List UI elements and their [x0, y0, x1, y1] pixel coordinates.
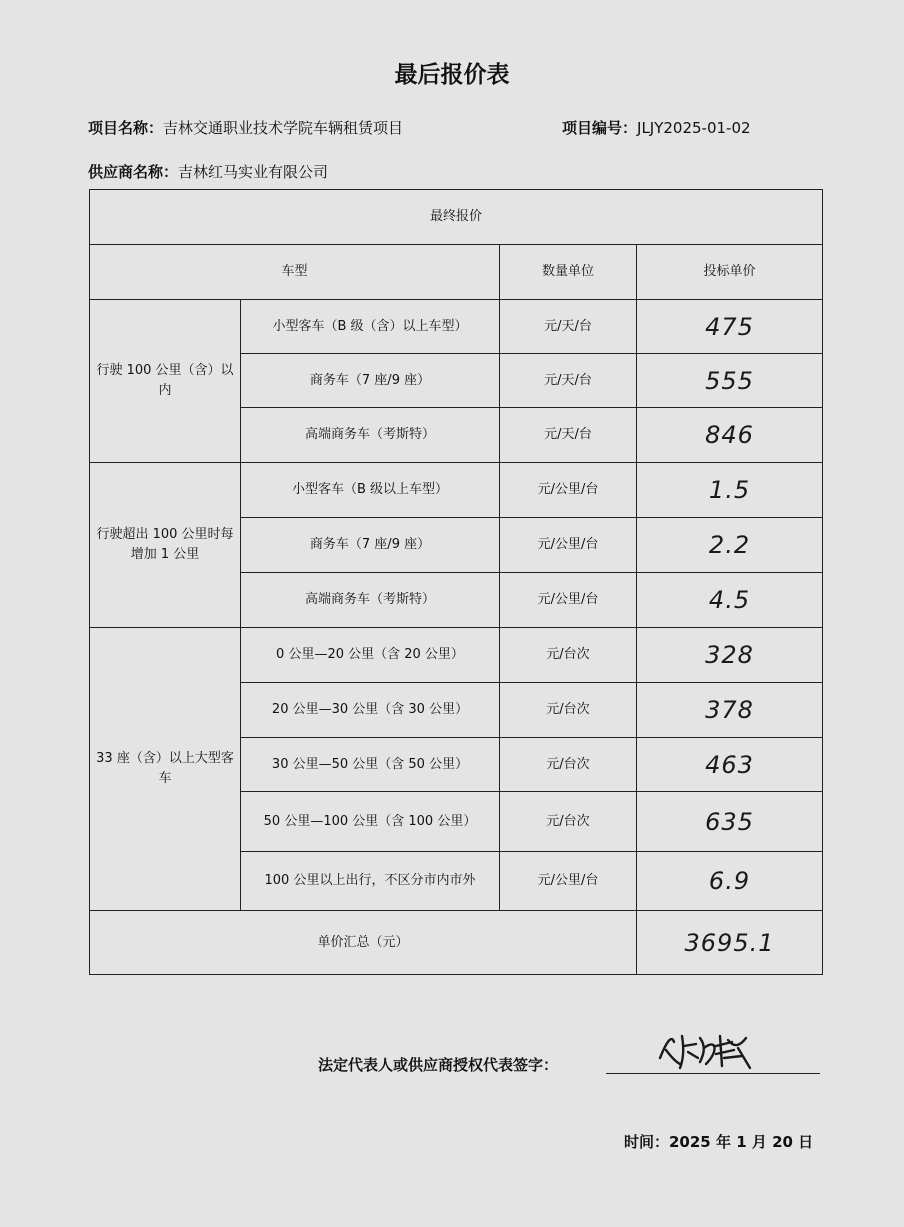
vehicle-type: 20 公里—30 公里（含 30 公里） — [241, 683, 500, 738]
project-code-line — [562, 117, 751, 138]
quantity-unit: 元/天/台 — [500, 408, 637, 463]
column-header-price: 投标单价 — [637, 245, 823, 300]
total-row — [90, 911, 823, 975]
quantity-unit: 元/公里/台 — [500, 463, 637, 518]
total-label: 单价汇总（元） — [90, 911, 637, 975]
bid-price: 555 — [637, 354, 823, 408]
bid-price: 378 — [637, 683, 823, 738]
quantity-unit: 元/公里/台 — [500, 852, 637, 911]
signature-label: 法定代表人或供应商授权代表签字： — [318, 1056, 559, 1074]
group-label: 行驶 100 公里（含）以内 — [90, 300, 241, 463]
total-value: 3695.1 — [637, 911, 823, 975]
project-code-label: 项目编号： — [562, 119, 638, 137]
quantity-unit: 元/台次 — [500, 628, 637, 683]
supplier-name: 吉林红马实业有限公司 — [178, 163, 329, 181]
quantity-unit: 元/公里/台 — [500, 518, 637, 573]
bid-price: 328 — [637, 628, 823, 683]
table-row — [90, 628, 823, 683]
signature-underline — [606, 1073, 820, 1074]
bid-price: 463 — [637, 738, 823, 792]
handwritten-signature — [654, 1028, 764, 1072]
supplier-label: 供应商名称： — [88, 163, 179, 181]
table-row — [90, 300, 823, 354]
supplier-line — [88, 161, 328, 182]
vehicle-type: 高端商务车（考斯特） — [241, 573, 500, 628]
vehicle-type: 100 公里以上出行，不区分市内市外 — [241, 852, 500, 911]
bid-price: 4.5 — [637, 573, 823, 628]
table-header: 最终报价 — [90, 190, 823, 245]
project-name-line — [88, 117, 403, 138]
group-label: 33 座（含）以上大型客车 — [90, 628, 241, 911]
column-header-type: 车型 — [90, 245, 500, 300]
quantity-unit: 元/台次 — [500, 738, 637, 792]
vehicle-type: 商务车（7 座/9 座） — [241, 518, 500, 573]
bid-price: 846 — [637, 408, 823, 463]
quantity-unit: 元/天/台 — [500, 354, 637, 408]
column-header-row — [90, 245, 823, 300]
project-name-label: 项目名称： — [88, 119, 164, 137]
date-line: 时间：2025 年 1 月 20 日 — [624, 1133, 814, 1151]
project-code: JLJY2025-01-02 — [637, 119, 751, 137]
bid-price: 635 — [637, 792, 823, 852]
bid-price: 6.9 — [637, 852, 823, 911]
vehicle-type: 0 公里—20 公里（含 20 公里） — [241, 628, 500, 683]
quantity-unit: 元/公里/台 — [500, 573, 637, 628]
quantity-unit: 元/台次 — [500, 792, 637, 852]
vehicle-type: 高端商务车（考斯特） — [241, 408, 500, 463]
table-row — [90, 463, 823, 518]
vehicle-type: 小型客车（B 级（含）以上车型） — [241, 300, 500, 354]
project-name: 吉林交通职业技术学院车辆租赁项目 — [163, 119, 404, 137]
vehicle-type: 50 公里—100 公里（含 100 公里） — [241, 792, 500, 852]
price-table — [89, 189, 823, 975]
quantity-unit: 元/天/台 — [500, 300, 637, 354]
document-title: 最后报价表 — [394, 62, 510, 88]
table-header-row — [90, 190, 823, 245]
bid-price: 1.5 — [637, 463, 823, 518]
bid-price: 475 — [637, 300, 823, 354]
vehicle-type: 30 公里—50 公里（含 50 公里） — [241, 738, 500, 792]
vehicle-type: 商务车（7 座/9 座） — [241, 354, 500, 408]
column-header-unit: 数量单位 — [500, 245, 637, 300]
quantity-unit: 元/台次 — [500, 683, 637, 738]
vehicle-type: 小型客车（B 级以上车型） — [241, 463, 500, 518]
group-label: 行驶超出 100 公里时每增加 1 公里 — [90, 463, 241, 628]
bid-price: 2.2 — [637, 518, 823, 573]
